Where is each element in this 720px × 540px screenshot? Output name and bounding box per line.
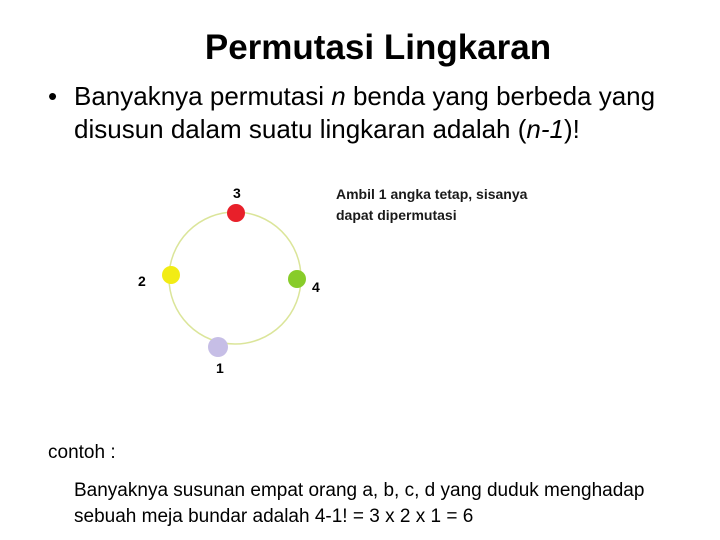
bullet-text-end: )! — [563, 114, 580, 144]
example-text: Banyaknya susunan empat orang a, b, c, d yang duduk menghadap sebuah meja bundar adalah 4-1! = 3 x 2 x 1 = 6 — [74, 480, 645, 527]
diagram-note-line1: Ambil 1 angka tetap, sisanya — [336, 186, 528, 202]
arrangement-circle — [169, 212, 301, 344]
diagram-note — [336, 184, 596, 226]
point-4 — [288, 270, 306, 288]
bullet-symbol: • — [48, 81, 58, 111]
label-2: 2 — [138, 273, 146, 289]
point-1 — [208, 337, 228, 357]
diagram-note-line2: dapat dipermutasi — [336, 207, 457, 223]
bullet-text-start: Banyaknya permutasi — [74, 81, 332, 111]
label-3: 3 — [233, 185, 241, 201]
bullet-text-middle: benda yang berbeda yang disusun dalam suatu lingkaran adalah ( — [74, 81, 656, 144]
label-4: 4 — [312, 279, 320, 295]
point-3 — [227, 204, 245, 222]
label-1: 1 — [216, 360, 224, 376]
circular-permutation-diagram — [120, 178, 340, 378]
example-label: contoh : — [48, 442, 116, 463]
bullet-formula: n-1 — [526, 114, 564, 144]
slide-title: Permutasi Lingkaran — [204, 28, 552, 67]
bullet-var-n: n — [331, 81, 346, 111]
bullet-text — [74, 80, 688, 146]
point-2 — [162, 266, 180, 284]
